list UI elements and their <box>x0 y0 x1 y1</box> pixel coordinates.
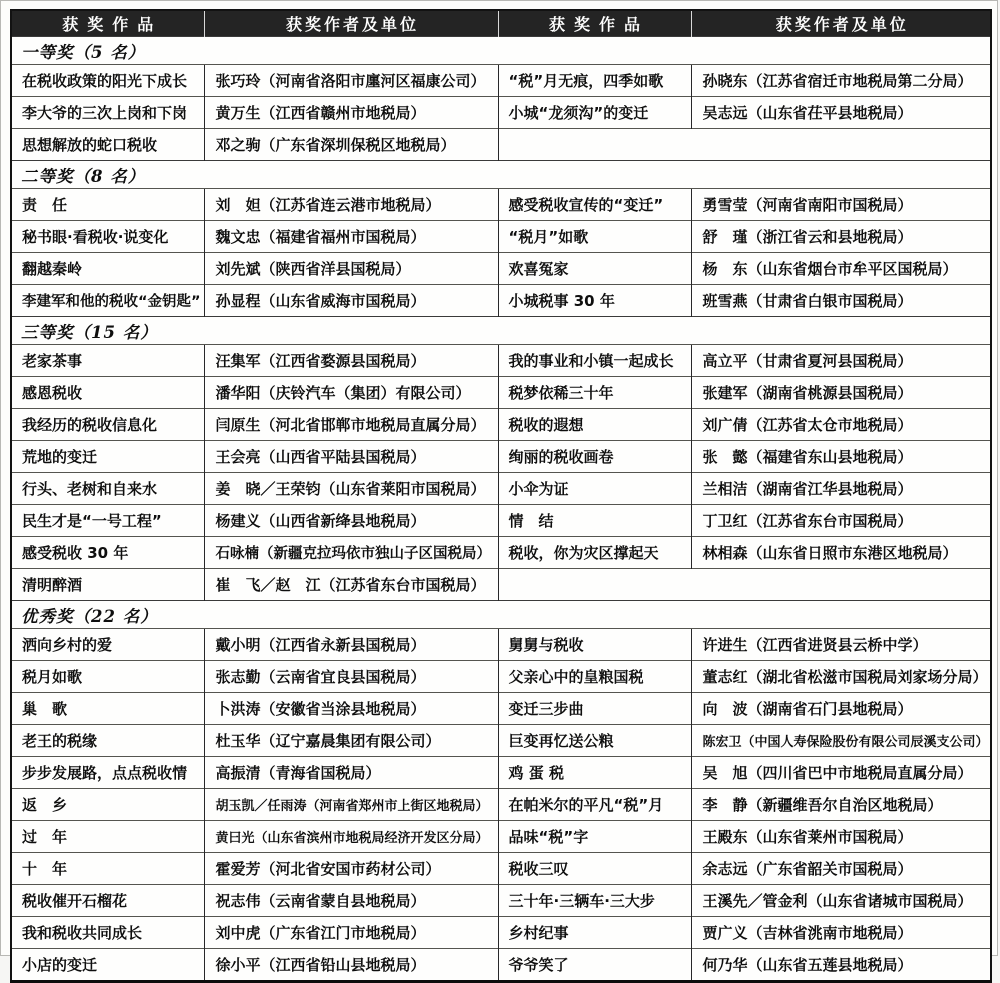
work-cell: 小城“龙须沟”的变迁 <box>498 97 691 129</box>
work-cell: 舅舅与税收 <box>498 629 691 661</box>
work-cell: 变迁三步曲 <box>498 693 691 725</box>
author-cell: 刘先斌（陕西省洋县国税局） <box>204 253 498 285</box>
work-cell: 在税收政策的阳光下成长 <box>11 65 204 97</box>
author-cell: 徐小平（江西省铅山县地税局） <box>204 949 498 982</box>
work-cell: 乡村纪事 <box>498 917 691 949</box>
author-cell: 林相森（山东省日照市东港区地税局） <box>691 537 991 569</box>
work-cell: 返 乡 <box>11 789 204 821</box>
section-title: 三等奖（15 名） <box>11 317 991 345</box>
award-row <box>11 949 991 982</box>
work-cell: 小店的变迁 <box>11 949 204 982</box>
author-cell: 黄万生（江西省赣州市地税局） <box>204 97 498 129</box>
work-cell: 父亲心中的皇粮国税 <box>498 661 691 693</box>
author-cell: 张巧玲（河南省洛阳市廛河区福康公司） <box>204 65 498 97</box>
work-cell: 税收，你为灾区撑起天 <box>498 537 691 569</box>
author-cell: 孙晓东（江苏省宿迁市地税局第二分局） <box>691 65 991 97</box>
work-cell: 巨变再忆送公粮 <box>498 725 691 757</box>
author-cell: 魏文忠（福建省福州市国税局） <box>204 221 498 253</box>
author-cell: 汪集军（江西省婺源县国税局） <box>204 345 498 377</box>
work-cell: 税月如歌 <box>11 661 204 693</box>
award-row <box>11 821 991 853</box>
award-row <box>11 409 991 441</box>
work-cell: 小城税事 30 年 <box>498 285 691 317</box>
author-cell: 闫原生（河北省邯郸市地税局直属分局） <box>204 409 498 441</box>
work-cell: 李建军和他的税收“金钥匙” <box>11 285 204 317</box>
section-title: 二等奖（8 名） <box>11 161 991 189</box>
author-cell: 勇雪莹（河南省南阳市国税局） <box>691 189 991 221</box>
award-row <box>11 221 991 253</box>
work-cell: 税收三叹 <box>498 853 691 885</box>
author-cell: 邓之驹（广东省深圳保税区地税局） <box>204 129 498 161</box>
award-row <box>11 885 991 917</box>
author-cell: 戴小明（江西省永新县国税局） <box>204 629 498 661</box>
empty-cell <box>498 129 991 161</box>
work-cell: 税收的遐想 <box>498 409 691 441</box>
author-cell: 董志红（湖北省松滋市国税局刘家场分局） <box>691 661 991 693</box>
author-cell: 张建军（湖南省桃源县国税局） <box>691 377 991 409</box>
award-row <box>11 757 991 789</box>
author-cell: 黄曰光（山东省滨州市地税局经济开发区分局） <box>204 821 498 853</box>
author-cell: 孙显程（山东省威海市国税局） <box>204 285 498 317</box>
work-cell: 小伞为证 <box>498 473 691 505</box>
award-row <box>11 569 991 601</box>
header-work-right: 获奖作品 <box>498 10 691 37</box>
author-cell: 胡玉凯／任雨涛（河南省郑州市上街区地税局） <box>204 789 498 821</box>
work-cell: 我和税收共同成长 <box>11 917 204 949</box>
author-cell: 李 静（新疆维吾尔自治区地税局） <box>691 789 991 821</box>
author-cell: 姜 晓／王荣钧（山东省莱阳市国税局） <box>204 473 498 505</box>
work-cell: 洒向乡村的爱 <box>11 629 204 661</box>
author-cell: 陈宏卫（中国人寿保险股份有限公司辰溪支公司） <box>691 725 991 757</box>
award-row <box>11 129 991 161</box>
author-cell: 杜玉华（辽宁嘉晨集团有限公司） <box>204 725 498 757</box>
award-row <box>11 725 991 757</box>
work-cell: “税月”如歌 <box>498 221 691 253</box>
work-cell: 税梦依稀三十年 <box>498 377 691 409</box>
award-row <box>11 917 991 949</box>
award-row <box>11 853 991 885</box>
work-cell: 思想解放的蛇口税收 <box>11 129 204 161</box>
work-cell: 责 任 <box>11 189 204 221</box>
author-cell: 王殿东（山东省莱州市国税局） <box>691 821 991 853</box>
author-cell: 兰相洁（湖南省江华县地税局） <box>691 473 991 505</box>
author-cell: 张志勤（云南省宜良县国税局） <box>204 661 498 693</box>
author-cell: 丁卫红（江苏省东台市国税局） <box>691 505 991 537</box>
section-header-row <box>11 161 991 189</box>
work-cell: 行头、老树和自来水 <box>11 473 204 505</box>
author-cell: 卜洪涛（安徽省当涂县地税局） <box>204 693 498 725</box>
work-cell: 在帕米尔的平凡“税”月 <box>498 789 691 821</box>
work-cell: 民生才是“一号工程” <box>11 505 204 537</box>
header-row <box>11 10 991 37</box>
award-row <box>11 537 991 569</box>
author-cell: 余志远（广东省韶关市国税局） <box>691 853 991 885</box>
work-cell: 绚丽的税收画卷 <box>498 441 691 473</box>
work-cell: 税收催开石榴花 <box>11 885 204 917</box>
work-cell: 清明醉酒 <box>11 569 204 601</box>
author-cell: 石咏楠（新疆克拉玛依市独山子区国税局） <box>204 537 498 569</box>
award-row <box>11 65 991 97</box>
work-cell: 欢喜冤家 <box>498 253 691 285</box>
award-row <box>11 189 991 221</box>
award-row <box>11 97 991 129</box>
work-cell: 感受税收宣传的“变迁” <box>498 189 691 221</box>
author-cell: 何乃华（山东省五莲县地税局） <box>691 949 991 982</box>
work-cell: 感恩税收 <box>11 377 204 409</box>
work-cell: “税”月无痕，四季如歌 <box>498 65 691 97</box>
awards-table-body <box>11 37 991 982</box>
award-row <box>11 693 991 725</box>
award-row <box>11 377 991 409</box>
section-header-row <box>11 317 991 345</box>
work-cell: 老家茶事 <box>11 345 204 377</box>
work-cell: 品味“税”字 <box>498 821 691 853</box>
table-header <box>11 10 991 37</box>
work-cell: 巢 歌 <box>11 693 204 725</box>
work-cell: 爷爷笑了 <box>498 949 691 982</box>
section-title: 一等奖（5 名） <box>11 37 991 65</box>
author-cell: 潘华阳（庆铃汽车（集团）有限公司） <box>204 377 498 409</box>
author-cell: 张 懿（福建省东山县地税局） <box>691 441 991 473</box>
work-cell: 我的事业和小镇一起成长 <box>498 345 691 377</box>
header-author-left: 获奖作者及单位 <box>204 10 498 37</box>
work-cell: 感受税收 30 年 <box>11 537 204 569</box>
award-row <box>11 661 991 693</box>
header-work-left: 获奖作品 <box>11 10 204 37</box>
author-cell: 向 波（湖南省石门县地税局） <box>691 693 991 725</box>
work-cell: 翻越秦岭 <box>11 253 204 285</box>
work-cell: 三十年·三辆车·三大步 <box>498 885 691 917</box>
author-cell: 许进生（江西省进贤县云桥中学） <box>691 629 991 661</box>
section-header-row <box>11 37 991 65</box>
author-cell: 舒 瑾（浙江省云和县地税局） <box>691 221 991 253</box>
awards-table <box>10 9 992 983</box>
award-row <box>11 441 991 473</box>
award-row <box>11 789 991 821</box>
award-row <box>11 473 991 505</box>
work-cell: 步步发展路，点点税收情 <box>11 757 204 789</box>
author-cell: 王会亮（山西省平陆县国税局） <box>204 441 498 473</box>
header-author-right: 获奖作者及单位 <box>691 10 991 37</box>
author-cell: 崔 飞／赵 江（江苏省东台市国税局） <box>204 569 498 601</box>
work-cell: 李大爷的三次上岗和下岗 <box>11 97 204 129</box>
work-cell: 过 年 <box>11 821 204 853</box>
work-cell: 荒地的变迁 <box>11 441 204 473</box>
author-cell: 王溪先／管金利（山东省诸城市国税局） <box>691 885 991 917</box>
author-cell: 刘 妲（江苏省连云港市地税局） <box>204 189 498 221</box>
author-cell: 贾广义（吉林省洮南市地税局） <box>691 917 991 949</box>
author-cell: 杨建义（山西省新绛县地税局） <box>204 505 498 537</box>
author-cell: 霍爱芳（河北省安国市药材公司） <box>204 853 498 885</box>
section-header-row <box>11 601 991 629</box>
work-cell: 情 结 <box>498 505 691 537</box>
work-cell: 老王的税缘 <box>11 725 204 757</box>
author-cell: 高振清（青海省国税局） <box>204 757 498 789</box>
author-cell: 祝志伟（云南省蒙自县地税局） <box>204 885 498 917</box>
award-row <box>11 345 991 377</box>
author-cell: 刘广倩（江苏省太仓市地税局） <box>691 409 991 441</box>
author-cell: 吴志远（山东省茌平县地税局） <box>691 97 991 129</box>
award-row <box>11 505 991 537</box>
work-cell: 十 年 <box>11 853 204 885</box>
work-cell: 我经历的税收信息化 <box>11 409 204 441</box>
work-cell: 鸡 蛋 税 <box>498 757 691 789</box>
award-row <box>11 285 991 317</box>
author-cell: 刘中虎（广东省江门市地税局） <box>204 917 498 949</box>
author-cell: 杨 东（山东省烟台市牟平区国税局） <box>691 253 991 285</box>
author-cell: 吴 旭（四川省巴中市地税局直属分局） <box>691 757 991 789</box>
author-cell: 高立平（甘肃省夏河县国税局） <box>691 345 991 377</box>
section-title: 优秀奖（22 名） <box>11 601 991 629</box>
award-row <box>11 629 991 661</box>
work-cell: 秘书眼·看税收·说变化 <box>11 221 204 253</box>
award-row <box>11 253 991 285</box>
author-cell: 班雪燕（甘肃省白银市国税局） <box>691 285 991 317</box>
empty-cell <box>498 569 991 601</box>
